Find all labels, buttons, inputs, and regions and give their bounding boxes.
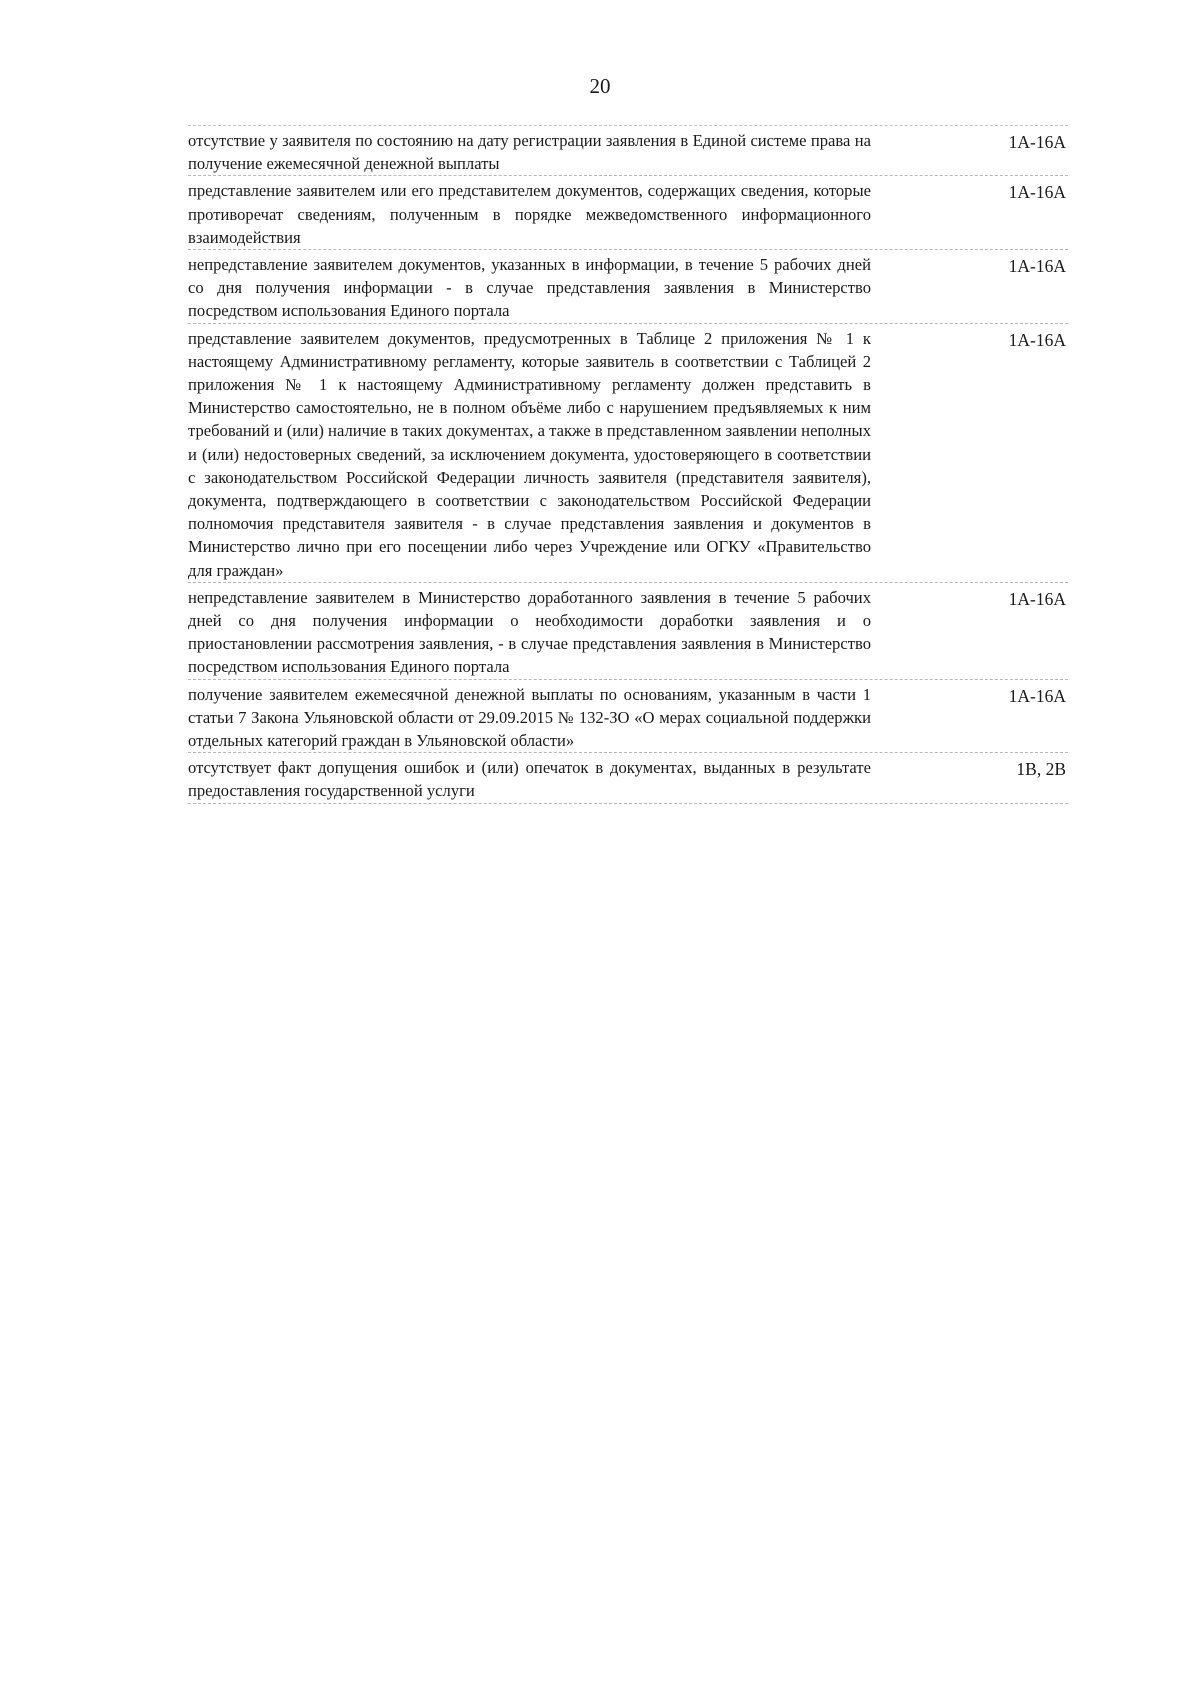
table-row [188,583,1068,680]
row-code: 1А-16А [1008,685,1066,706]
row-text: отсутствует факт допущения ошибок и (или) опечаток в документах, выданных в результате предоставления государственной услуги [188,758,871,801]
row-text: представление заявителем документов, предусмотренных в Таблице 2 приложения № 1 к настоящему Административному регламенту, которые заявитель в соответствии с Таблицей 2 приложения № 1 к настоящему Административному регламенту должен представить в Министерство самостоятельно, не в полном объёме либо с нарушением предъявляемых к ним требований и (или) наличие в таких документах, а также в представленном заявлении неполных и (или) недостоверных сведений, за исключением документа, удостоверяющего в соответствии с законодательством Российской Федерации личность заявителя (представителя заявителя), документа, подтверждающего в соответствии с законодательством Российской Федерации полномочия представителя заявителя - в случае представления заявления и документов в Министерство лично при его посещении либо через Учреждение или ОГКУ «Правительство для граждан» [188,328,871,580]
row-text: отсутствие у заявителя по состоянию на дату регистрации заявления в Единой системе права на получение ежемесячной денежной выплаты [188,131,871,174]
table-row [188,126,1068,176]
grounds-table [188,125,1068,804]
row-code: 1А-16А [1008,588,1066,609]
row-text: непредставление заявителем в Министерство доработанного заявления в течение 5 рабочих дней со дня получения информации о необходимости доработки заявления и о приостановлении рассмотрения заявления, - в случае представления заявления в Министерство посредством использования Единого портала [188,587,871,677]
table-row [188,753,1068,803]
row-text: представление заявителем или его представителем документов, содержащих сведения, которые противоречат сведениям, полученным в порядке межведомственного информационного взаимодействия [188,181,871,247]
row-code: 1А-16А [1008,329,1066,350]
table-row [188,250,1068,324]
row-code: 1А-16А [1008,256,1066,277]
row-code: 1В, 2В [1016,759,1066,780]
table-row [188,680,1068,754]
row-code: 1А-16А [1008,132,1066,152]
table-row [188,176,1068,250]
row-code: 1А-16А [1008,182,1066,203]
table-row [188,324,1068,583]
page-number: 20 [589,74,611,98]
row-text: непредставление заявителем документов, указанных в информации, в течение 5 рабочих дней со дня получения информации - в случае представления заявления в Министерство посредством использования Единого портала [188,255,871,321]
row-text: получение заявителем ежемесячной денежной выплаты по основаниям, указанным в части 1 статьи 7 Закона Ульяновской области от 29.09.2015 № 132-ЗО «О мерах социальной поддержки отдельных категорий граждан в Ульяновской области» [188,684,871,751]
